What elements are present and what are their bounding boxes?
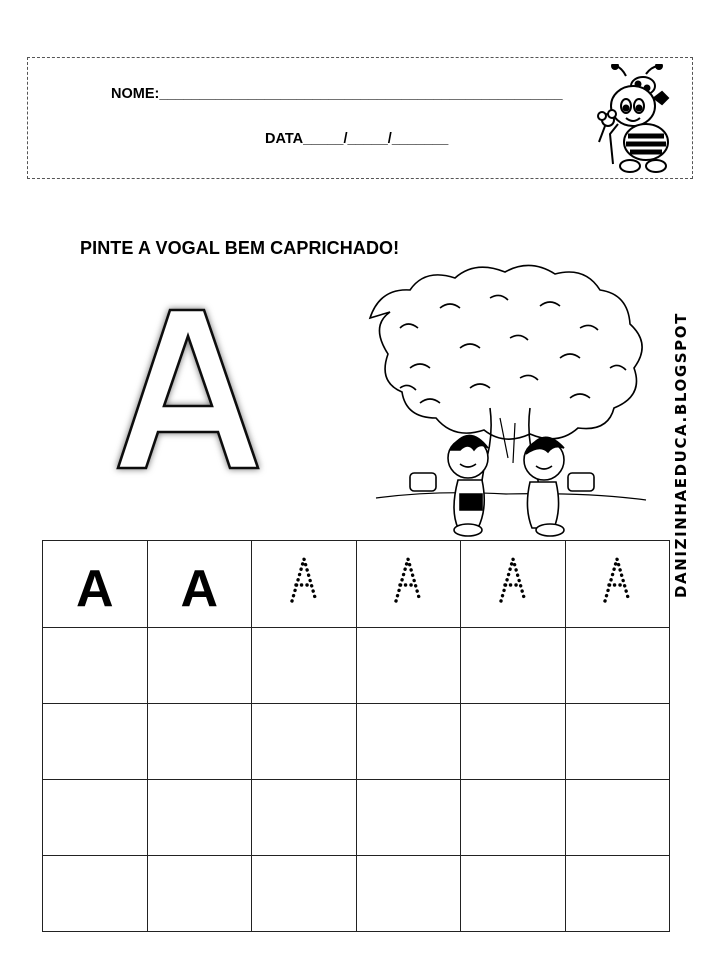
writing-cell[interactable] [147,856,252,932]
practice-row [43,780,670,856]
children-hugging-tree-icon [340,258,680,538]
writing-cell[interactable] [461,628,566,704]
name-field[interactable]: NOME:__________________________________________________ [111,86,563,102]
writing-cell[interactable] [252,628,357,704]
grid-cell[interactable] [565,541,670,628]
ladybug-mascot-icon [588,64,688,176]
writing-cell[interactable] [461,704,566,780]
grid-cell[interactable] [252,541,357,628]
grid-cell [147,541,252,628]
model-letter-row [43,541,670,628]
dotted-letter-a-tracing[interactable] [284,555,324,605]
writing-cell[interactable] [565,628,670,704]
big-outline-letter-a[interactable] [108,300,268,478]
dotted-letter-a-tracing[interactable] [388,555,428,605]
writing-cell[interactable] [356,628,461,704]
writing-cell[interactable] [565,704,670,780]
writing-cell[interactable] [565,856,670,932]
writing-cell[interactable] [252,780,357,856]
writing-cell[interactable] [147,704,252,780]
writing-cell[interactable] [252,856,357,932]
model-letter-solid: A [75,560,114,618]
writing-cell[interactable] [461,856,566,932]
writing-cell[interactable] [147,780,252,856]
student-info-box [27,57,693,179]
blog-watermark: DANIZINHAEDUCA.BLOGSPOT [672,312,690,598]
writing-cell[interactable] [356,704,461,780]
writing-cell[interactable] [356,780,461,856]
writing-cell[interactable] [565,780,670,856]
writing-cell[interactable] [252,704,357,780]
writing-cell[interactable] [147,628,252,704]
writing-cell[interactable] [43,704,148,780]
practice-row [43,856,670,932]
model-letter-solid: A [180,560,219,618]
dotted-letter-a-tracing[interactable] [597,555,637,605]
instruction-text: PINTE A VOGAL BEM CAPRICHADO! [80,238,400,258]
grid-cell[interactable] [356,541,461,628]
date-field[interactable]: DATA_____/_____/_______ [265,131,449,147]
grid-cell [43,541,148,628]
practice-row [43,628,670,704]
writing-cell[interactable] [43,856,148,932]
letter-practice-grid [42,540,670,932]
writing-cell[interactable] [356,856,461,932]
dotted-letter-a-tracing[interactable] [493,555,533,605]
grid-cell[interactable] [461,541,566,628]
writing-cell[interactable] [43,628,148,704]
practice-row [43,704,670,780]
writing-cell[interactable] [43,780,148,856]
writing-cell[interactable] [461,780,566,856]
